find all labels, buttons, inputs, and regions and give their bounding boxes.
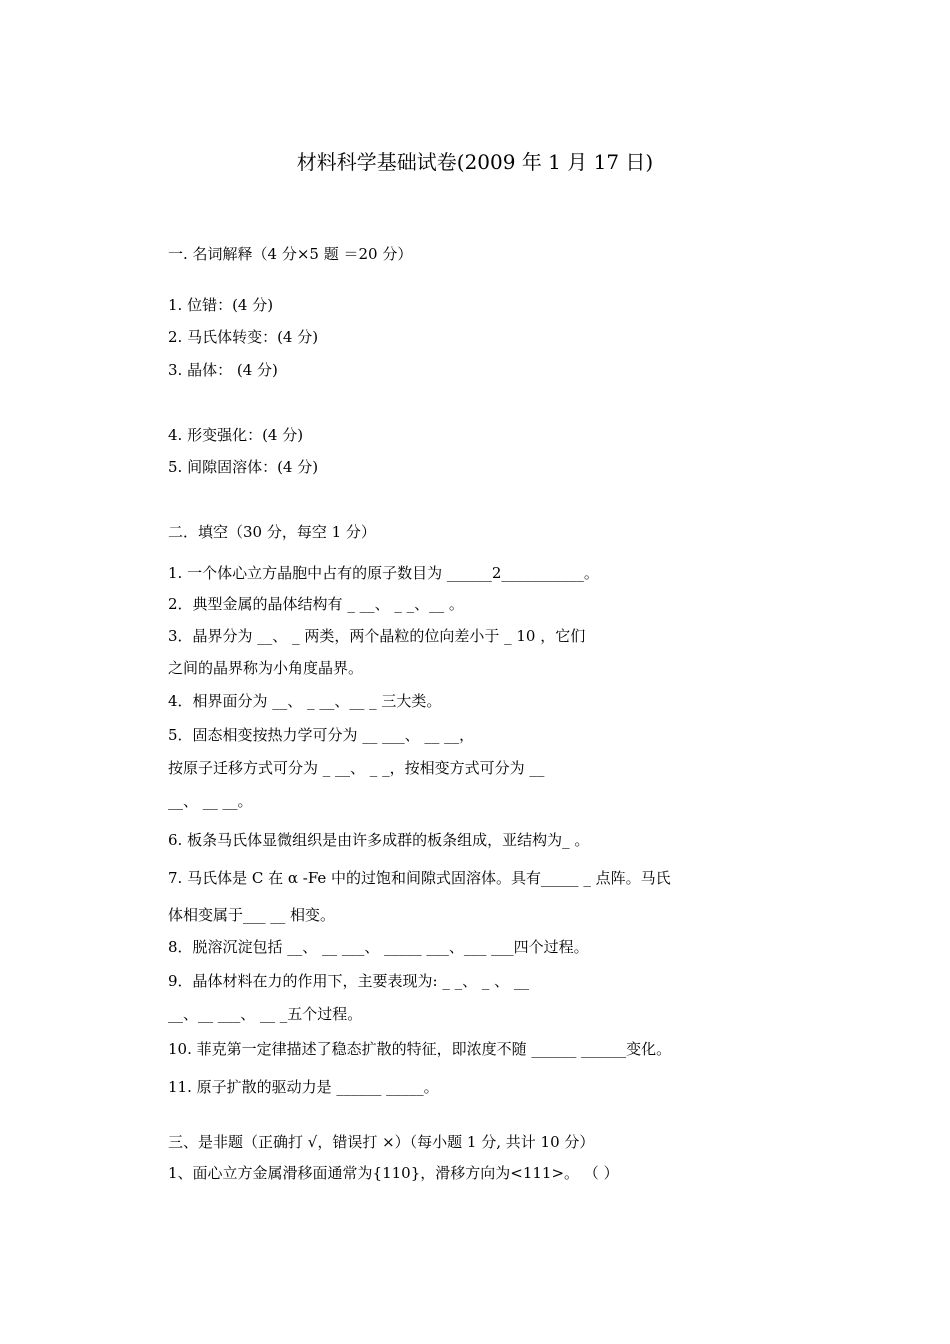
section1-item-4: 4. 形变强化：(4 分) xyxy=(168,426,304,444)
page-title: 材料科学基础试卷(2009 年 1 月 17 日) xyxy=(296,150,654,174)
fill-line-10: 10. 菲克第一定律描述了稳态扩散的特征，即浓度不随 ______ ______变化。 xyxy=(168,1040,672,1058)
fill-line-8: 8．脱溶沉淀包括 __、 __ ___、 _____ ___、___ ___四个过程。 xyxy=(168,938,589,956)
fill-line-9b: __、__ ___、 __ _五个过程。 xyxy=(168,1005,363,1023)
section1-item-5: 5. 间隙固溶体：(4 分) xyxy=(168,458,319,476)
section1-item-2: 2. 马氏体转变：(4 分) xyxy=(168,328,319,346)
section2-heading: 二．填空（30 分，每空 1 分） xyxy=(168,523,376,541)
fill-line-11: 11. 原子扩散的驱动力是 ______ _____。 xyxy=(168,1078,439,1096)
true-false-item-1: 1、面心立方金属滑移面通常为{110}，滑移方向为<111>。 （ ） xyxy=(168,1164,619,1182)
section3-heading: 三、是非题（正确打 √，错误打 ×）（每小题 1 分, 共计 10 分） xyxy=(168,1133,595,1151)
fill-line-2: 2．典型金属的晶体结构有 _ __、 _ _、__ 。 xyxy=(168,595,464,613)
section1-item-3: 3. 晶体： (4 分) xyxy=(168,361,278,379)
fill-line-4: 4．相界面分为 __、 _ __、__ _ 三大类。 xyxy=(168,692,442,710)
fill-line-5b: 按原子迁移方式可分为 _ __、 _ _，按相变方式可分为 __ xyxy=(168,759,545,777)
fill-line-3: 3．晶界分为 __、 _ 两类，两个晶粒的位向差小于 _ 10 ，它们 xyxy=(168,627,586,645)
section1-heading: 一. 名词解释（4 分×5 题 ＝20 分） xyxy=(168,245,413,263)
fill-line-7b: 体相变属于___ __ 相变。 xyxy=(168,906,336,924)
fill-line-5: 5．固态相变按热力学可分为 __ ___、 __ __， xyxy=(168,726,475,744)
fill-line-1: 1. 一个体心立方晶胞中占有的原子数目为 ______2___________。 xyxy=(168,564,599,582)
fill-line-6: 6. 板条马氏体显微组织是由许多成群的板条组成，亚结构为_ 。 xyxy=(168,831,590,849)
fill-line-5c: __、 __ __。 xyxy=(168,792,253,810)
fill-line-3b: 之间的晶界称为小角度晶界。 xyxy=(168,659,364,677)
fill-line-9: 9．晶体材料在力的作用下，主要表现为: _ _、 _ 、 __ xyxy=(168,972,529,990)
section1-item-1: 1. 位错：(4 分) xyxy=(168,296,274,314)
fill-line-7: 7. 马氏体是 C 在 α -Fe 中的过饱和间隙式固溶体。具有_____ _ 点阵。马氏 xyxy=(168,869,671,887)
